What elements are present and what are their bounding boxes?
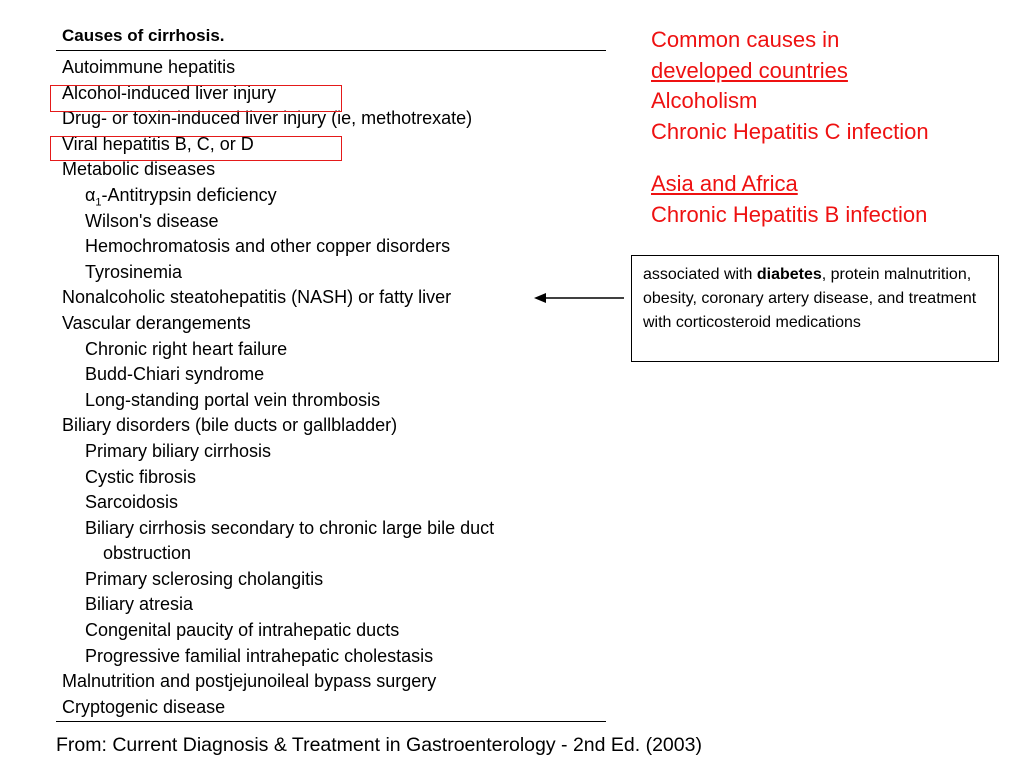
table-row: Metabolic diseases [62, 159, 216, 180]
table-row: Biliary atresia [85, 594, 194, 615]
table-row: Primary sclerosing cholangitis [85, 568, 324, 589]
red-item-hep-c: Chronic Hepatitis C infection [651, 118, 929, 144]
table-row: Wilson's disease [85, 210, 219, 231]
table-row: obstruction [103, 543, 192, 564]
table-row: Sarcoidosis [85, 492, 179, 513]
causes-table [56, 22, 606, 722]
red-heading-2: Asia and Africa [651, 171, 798, 196]
red-heading-1-line-2: developed countries [651, 57, 848, 83]
red-item-alcoholism: Alcoholism [651, 88, 758, 113]
table-row: Autoimmune hepatitis [62, 57, 236, 77]
table-row: Budd-Chiari syndrome [85, 364, 265, 385]
table-row: Progressive familial intrahepatic cholestasis [85, 645, 434, 666]
highlight-box-alcohol [50, 85, 342, 112]
table-row: Malnutrition and postjejunoileal bypass surgery [62, 671, 437, 692]
table-row: Long-standing portal vein thrombosis [85, 389, 381, 410]
table-row: Cystic fibrosis [85, 466, 197, 487]
note-bold-diabetes: diabetes [756, 266, 822, 283]
source-citation: From: Current Diagnosis & Treatment in Gastroenterology - 2nd Ed. (2003) [56, 734, 702, 756]
table-row: Biliary disorders (bile ducts or gallbladder) [62, 415, 398, 436]
table-row: Viral hepatitis B, C, or D [62, 133, 254, 154]
table-row: Drug- or toxin-induced liver injury (ie, methotrexate) [62, 108, 473, 129]
note-prefix: associated with [643, 266, 757, 283]
table-row: Alcohol-induced liver injury [62, 82, 277, 103]
table-row: Congenital paucity of intrahepatic ducts [85, 620, 400, 641]
table-row: Tyrosinemia [85, 261, 183, 282]
red-item-hep-b: Chronic Hepatitis B infection [651, 201, 928, 227]
arrow-left-icon [534, 289, 626, 307]
table-title: Causes of cirrhosis. [56, 22, 606, 51]
table-row: Cryptogenic disease [62, 696, 226, 717]
nash-note-box [631, 255, 999, 362]
red-notes-gap [651, 147, 929, 169]
highlight-box-viral-hepatitis [50, 136, 342, 161]
row-suffix: -Antitrypsin deficiency [101, 184, 277, 205]
table-row: Vascular derangements [62, 312, 251, 333]
table-row: Biliary cirrhosis secondary to chronic large bile duct [85, 517, 495, 538]
table-bottom-rule [56, 721, 606, 722]
table-row: Primary biliary cirrhosis [85, 440, 272, 461]
table-row: Nonalcoholic steatohepatitis (NASH) or fatty liver [62, 287, 452, 308]
row-subscript: 1 [95, 196, 102, 209]
note-suffix: , protein malnutrition, obesity, coronary artery disease, and treatment with corticosteroid medications [643, 266, 977, 331]
table-row: Chronic right heart failure [85, 338, 288, 359]
table-row [56, 183, 606, 209]
table-row: Hemochromatosis and other copper disorders [85, 236, 451, 257]
row-prefix: α [85, 184, 96, 205]
red-heading-1-line-1: Common causes in [651, 27, 840, 52]
red-notes [651, 25, 929, 230]
